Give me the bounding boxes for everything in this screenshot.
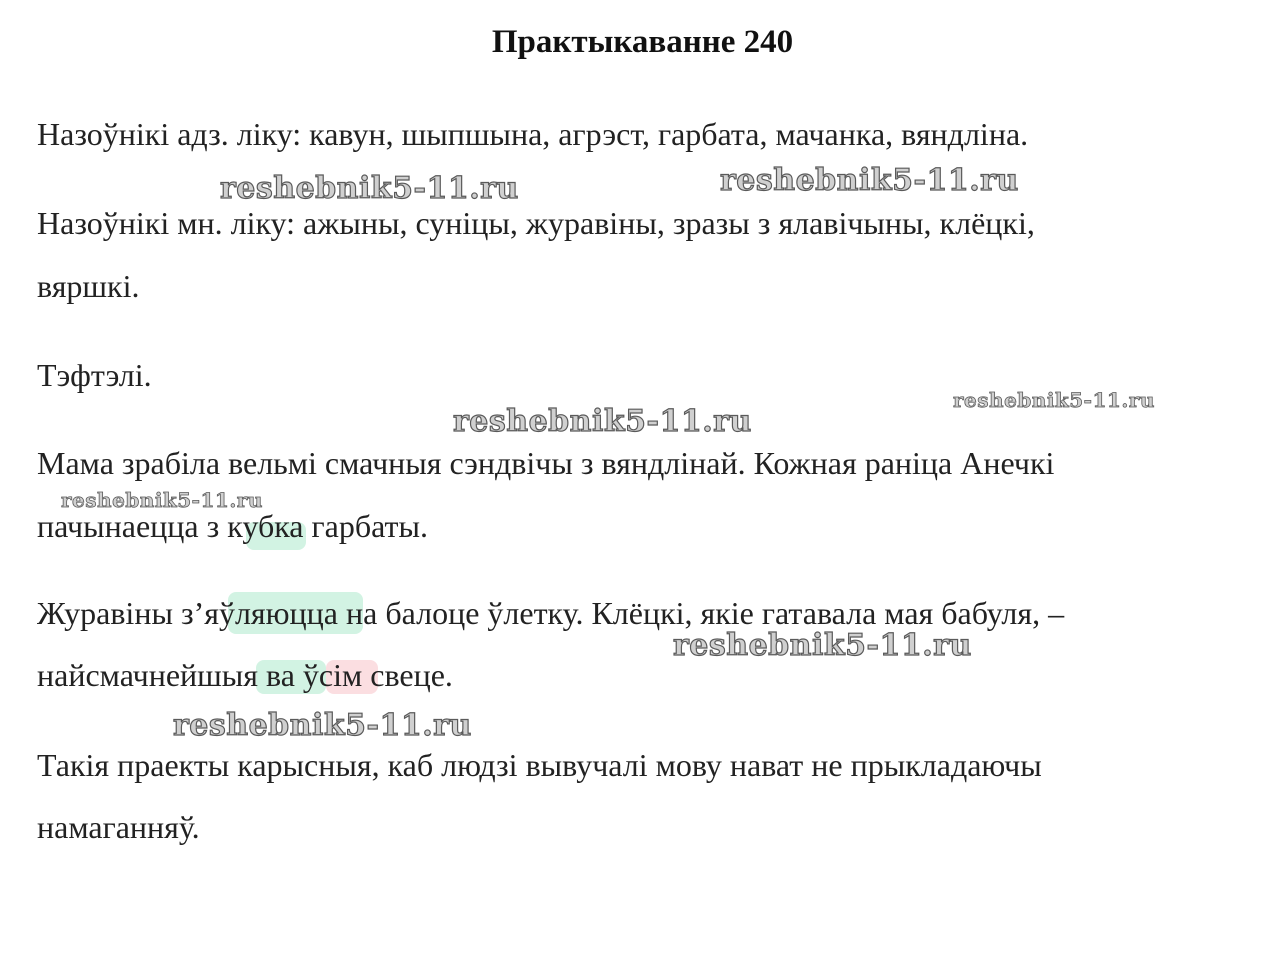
watermark: reshebnik5-11.ru bbox=[720, 163, 1019, 198]
text-line-3: вяршкі. bbox=[37, 268, 140, 304]
text-line-6: пачынаецца з кубка гарбаты. bbox=[37, 508, 428, 544]
text-line-7: Журавіны з’яўляюцца на балоце ўлетку. Клёцкі, якіе гатавала мая бабуля, – bbox=[37, 595, 1065, 631]
text-line-5: Мама зрабіла вельмі смачныя сэндвічы з вяндлінай. Кожная раніца Анечкі bbox=[37, 445, 1055, 481]
watermark: reshebnik5-11.ru bbox=[220, 171, 519, 206]
watermark: reshebnik5-11.ru bbox=[673, 628, 972, 663]
watermark: reshebnik5-11.ru bbox=[453, 404, 752, 439]
watermark: reshebnik5-11.ru bbox=[173, 708, 472, 743]
text-line-8: найсмачнейшыя ва ўсім свеце. bbox=[37, 657, 453, 693]
text-line-9: Такія праекты карысныя, каб людзі вывучалі мову нават не прыкладаючы bbox=[37, 747, 1042, 783]
text-line-10: намаганняў. bbox=[37, 809, 200, 845]
text-line-1: Назоўнікі адз. ліку: кавун, шыпшына, агрэст, гарбата, мачанка, вяндліна. bbox=[37, 116, 1029, 152]
text-line-4: Тэфтэлі. bbox=[37, 357, 152, 393]
watermark: reshebnik5-11.ru bbox=[61, 488, 263, 512]
page-title: Практыкаванне 240 bbox=[491, 24, 794, 60]
text-line-2: Назоўнікі мн. ліку: ажыны, суніцы, журавіны, зразы з ялавічыны, клёцкі, bbox=[37, 205, 1035, 241]
watermark: reshebnik5-11.ru bbox=[953, 388, 1155, 412]
